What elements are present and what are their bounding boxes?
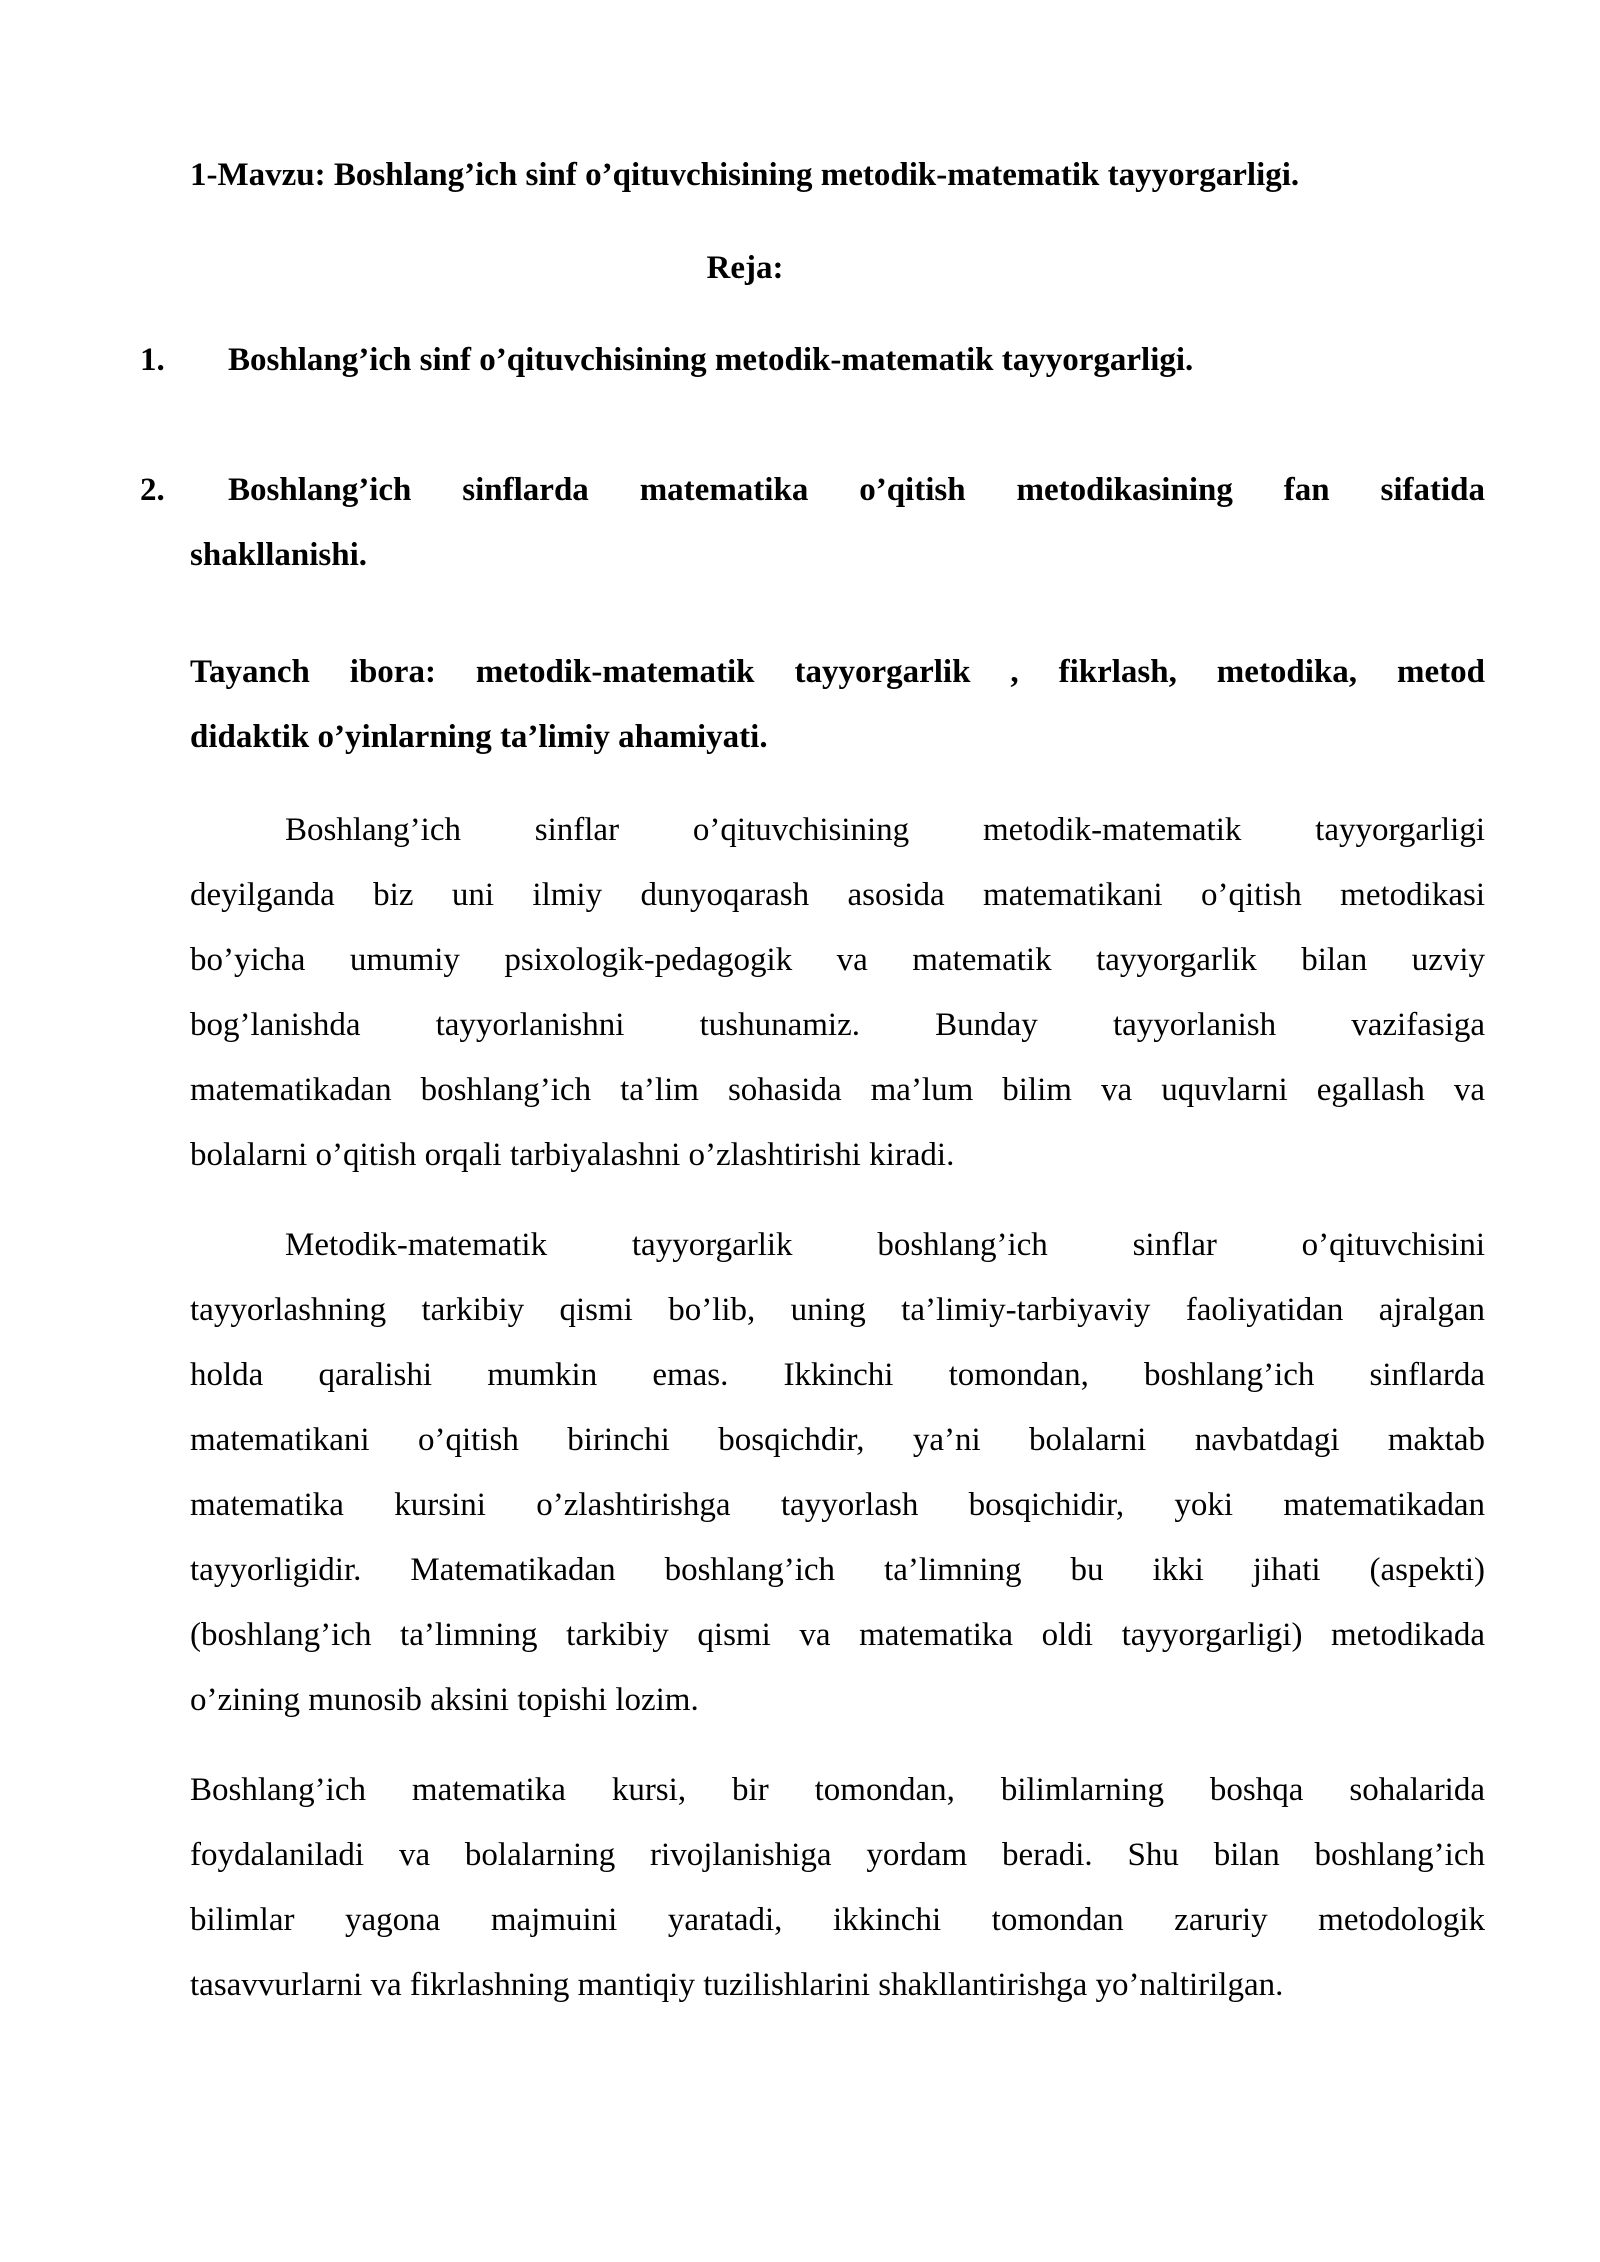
plan-item-number: 2.: [140, 472, 165, 508]
paragraph-line: bilimlar yagona majmuini yaratadi, ikkinchi tomondan zaruriy metodologik: [190, 1902, 1485, 1938]
paragraph-line: bolalarni o’qitish orqali tarbiyalashni o’zlashtirishi kiradi.: [190, 1137, 955, 1173]
plan-item-1: [140, 328, 1485, 393]
paragraph-line: tayyorligidir. Matematikadan boshlang’ich ta’limning bu ikki jihati (aspekti): [190, 1552, 1485, 1588]
keywords-line: didaktik o’yinlarning ta’limiy ahamiyati.: [190, 719, 768, 755]
paragraph-line: Boshlang’ich matematika kursi, bir tomondan, bilimlarning boshqa sohalarida: [190, 1772, 1485, 1808]
plan-item-2: [140, 458, 1485, 588]
paragraph-line: matematikadan boshlang’ich ta’lim sohasida ma’lum bilim va uquvlarni egallash va: [190, 1072, 1485, 1108]
paragraph-line: bo’yicha umumiy psixologik-pedagogik va matematik tayyorgarlik bilan uzviy: [190, 942, 1485, 978]
paragraph-line: deyilganda biz uni ilmiy dunyoqarash asosida matematikani o’qitish metodikasi: [190, 877, 1485, 913]
paragraph-line: bog’lanishda tayyorlanishni tushunamiz. Bunday tayyorlanish vazifasiga: [190, 1007, 1485, 1043]
paragraph-line: Boshlang’ich sinflar o’qituvchisining metodik-matematik tayyorgarligi: [285, 812, 1485, 848]
body-paragraph-1: [190, 798, 1485, 1188]
topic-title: 1-Mavzu: Boshlang’ich sinf o’qituvchisining metodik-matematik tayyorgarligi.: [190, 157, 1300, 193]
plan-heading: Reja:: [706, 250, 784, 286]
paragraph-line: o’zining munosib aksini topishi lozim.: [190, 1682, 699, 1718]
paragraph-line: tasavvurlarni va fikrlashning mantiqiy tuzilishlarini shakllantirishga yo’naltirilgan.: [190, 1967, 1284, 2003]
paragraph-line: matematikani o’qitish birinchi bosqichdir, ya’ni bolalarni navbatdagi maktab: [190, 1422, 1485, 1458]
paragraph-line: tayyorlashning tarkibiy qismi bo’lib, uning ta’limiy-tarbiyaviy faoliyatidan ajralgan: [190, 1292, 1485, 1328]
paragraph-line: Metodik-matematik tayyorgarlik boshlang’ich sinflar o’qituvchisini: [285, 1227, 1485, 1263]
keywords-line: Tayanch ibora: metodik-matematik tayyorgarlik , fikrlash, metodika, metod: [190, 654, 1485, 690]
plan-item-continuation: shakllanishi.: [190, 537, 368, 573]
keywords-block: [190, 640, 1485, 770]
plan-item-number: 1.: [140, 342, 165, 378]
plan-item-text: Boshlang’ich sinflarda matematika o’qitish metodikasining fan sifatida: [228, 472, 1485, 508]
paragraph-line: foydalaniladi va bolalarning rivojlanishiga yordam beradi. Shu bilan boshlang’ich: [190, 1837, 1485, 1873]
plan-item-text: Boshlang’ich sinf o’qituvchisining metodik-matematik tayyorgarligi.: [228, 342, 1194, 378]
body-paragraph-2: [190, 1213, 1485, 1733]
paragraph-line: (boshlang’ich ta’limning tarkibiy qismi va matematika oldi tayyorgarligi) metodikada: [190, 1617, 1485, 1653]
paragraph-line: holda qaralishi mumkin emas. Ikkinchi tomondan, boshlang’ich sinflarda: [190, 1357, 1485, 1393]
paragraph-line: matematika kursini o’zlashtirishga tayyorlash bosqichidir, yoki matematikadan: [190, 1487, 1485, 1523]
body-paragraph-3: [190, 1758, 1485, 2018]
